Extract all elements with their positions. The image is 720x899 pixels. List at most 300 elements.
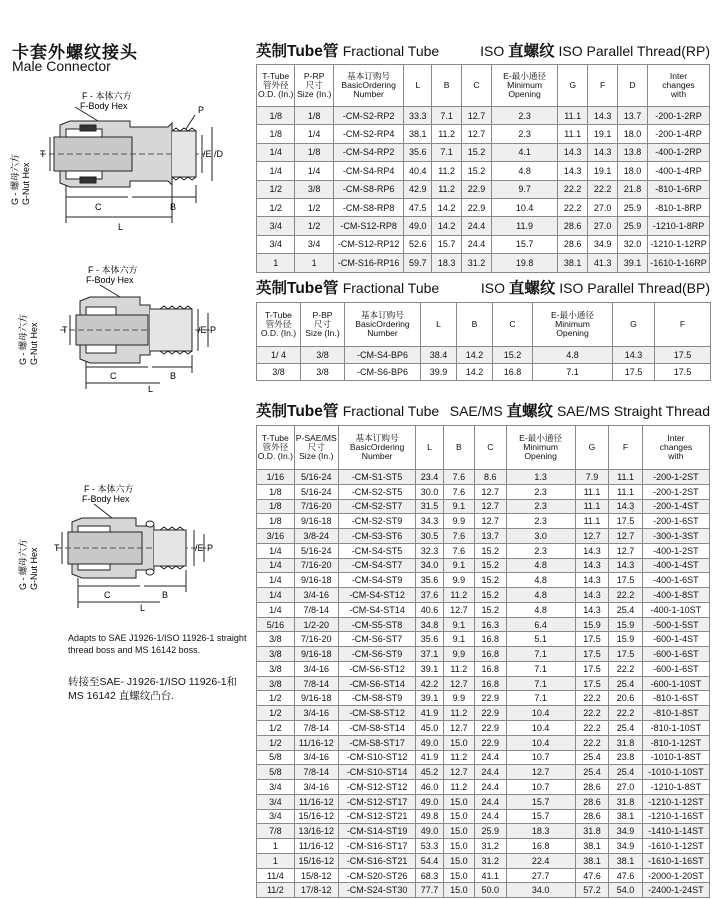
table-cell: -CM-S14-ST19 <box>338 824 416 839</box>
table-cell: 6.4 <box>506 617 575 632</box>
table-cell: 1/8 <box>295 107 333 125</box>
nut-hex-en-1: G-Nut Hex <box>21 162 31 205</box>
label-c-3: C <box>104 590 111 600</box>
table-cell: 1/2 <box>295 217 333 235</box>
column-header-line: G <box>588 442 596 452</box>
table-cell: 4.1 <box>491 143 557 161</box>
section-head-rp-en: Fractional Tube <box>342 43 440 59</box>
column-header <box>462 65 492 107</box>
table-cell: -200-1-6ST <box>642 514 709 529</box>
column-header-line: E-最小通径 <box>551 310 594 320</box>
table-cell: 34.9 <box>588 235 618 253</box>
column-header <box>338 426 416 470</box>
table-cell: 49.0 <box>416 794 443 809</box>
table-row <box>257 735 710 750</box>
table-cell: 14.3 <box>558 143 588 161</box>
table-cell: 22.4 <box>506 853 575 868</box>
table-cell: 9.9 <box>443 691 474 706</box>
table-cell: 27.0 <box>609 780 643 795</box>
table-cell: 11/16-12 <box>294 839 338 854</box>
table-rp <box>256 64 710 273</box>
table-cell: -810-1-6RP <box>647 180 709 198</box>
table-cell: 15.7 <box>506 809 575 824</box>
column-header <box>294 426 338 470</box>
column-header-line: O.D. (In.) <box>257 451 294 461</box>
column-header-line: 管外径 <box>265 319 292 329</box>
table-cell: 14.3 <box>609 558 643 573</box>
table-row <box>257 484 710 499</box>
table-cell: 34.3 <box>416 514 443 529</box>
table-cell: 1/8 <box>257 499 295 514</box>
nut-hex-en-2: G-Nut Hex <box>29 322 39 365</box>
table-cell: 3/8 <box>295 180 333 198</box>
label-b-1: B <box>170 202 177 212</box>
page-title: 卡套外螺纹接头 <box>12 43 138 62</box>
column-header-line: T-Tube <box>262 71 290 81</box>
table-cell: -CM-S16-ST21 <box>338 853 416 868</box>
table-cell: 7.6 <box>443 484 474 499</box>
table-cell: 14.3 <box>575 588 609 603</box>
table-cell: 1/8 <box>257 125 295 143</box>
table-cell: 16.8 <box>475 661 506 676</box>
body-hex-cn-2: F - 本体六方 <box>88 265 138 275</box>
table-cell: 5.1 <box>506 632 575 647</box>
table-cell: -CM-S8-RP8 <box>333 198 404 216</box>
table-cell: 12.7 <box>462 107 492 125</box>
table-cell: 25.4 <box>609 676 643 691</box>
column-header-line: B <box>455 442 462 452</box>
table-cell: 17.5 <box>575 647 609 662</box>
table-cell: 11/4 <box>257 868 295 883</box>
table-cell: 47.6 <box>575 868 609 883</box>
table-cell: -CM-S4-ST5 <box>338 543 416 558</box>
table-cell: 22.9 <box>462 198 492 216</box>
table-cell: -400-1-2RP <box>647 143 709 161</box>
table-cell: -CM-S8-RP6 <box>333 180 404 198</box>
table-cell: 7.6 <box>443 543 474 558</box>
table-cell: 16.8 <box>493 364 533 381</box>
table-row <box>257 470 710 485</box>
table-cell: 35.6 <box>416 632 443 647</box>
table-row <box>257 217 710 235</box>
section-head-st-cn: 英制Tube管 <box>256 403 339 420</box>
table-row <box>257 602 710 617</box>
column-header-line: E-最小通径 <box>503 71 547 81</box>
table-cell: 38.1 <box>558 254 588 272</box>
table-row <box>257 691 710 706</box>
table-cell: 42.2 <box>416 676 443 691</box>
label-t-3: T <box>54 543 60 553</box>
column-header-line: Number <box>361 451 393 461</box>
table-cell: -1210-1-16ST <box>642 809 709 824</box>
column-header <box>533 303 613 347</box>
table-cell: 22.2 <box>558 180 588 198</box>
table-cell: -CM-S8-ST12 <box>338 706 416 721</box>
table-row <box>257 632 710 647</box>
table-cell: 38.1 <box>575 853 609 868</box>
table-cell: -1610-1-16RP <box>647 254 709 272</box>
table-cell: 15.2 <box>462 162 492 180</box>
table-cell: 31.8 <box>575 824 609 839</box>
column-header-line: B <box>471 319 478 329</box>
diagram-st-drawing <box>0 482 250 612</box>
table-cell: 11.2 <box>432 125 462 143</box>
table-row <box>257 883 710 898</box>
table-cell: 4.8 <box>506 588 575 603</box>
label-b-3: B <box>162 590 169 600</box>
table-cell: -810-1-10ST <box>642 721 709 736</box>
table-row <box>257 198 710 216</box>
body-hex-en-1: F-Body Hex <box>80 101 128 111</box>
table-cell: -CM-S10-ST14 <box>338 765 416 780</box>
table-cell: 3/4-16 <box>294 661 338 676</box>
diagram-st <box>0 482 250 612</box>
table-cell: 10.4 <box>506 706 575 721</box>
table-cell: 11.1 <box>558 107 588 125</box>
table-cell: 11.1 <box>575 484 609 499</box>
table-cell: -400-1-6ST <box>642 573 709 588</box>
table-cell: -600-1-4ST <box>642 632 709 647</box>
table-row <box>257 868 710 883</box>
table-row <box>257 162 710 180</box>
column-header-line: Opening <box>508 89 541 99</box>
table-cell: 9/16-18 <box>294 691 338 706</box>
table-cell: -200-1-4RP <box>647 125 709 143</box>
page-subtitle: Male Connector <box>12 58 111 74</box>
table-cell: 3.0 <box>506 529 575 544</box>
table-cell: 15.2 <box>475 543 506 558</box>
table-cell: 24.4 <box>475 765 506 780</box>
table-cell: 14.2 <box>432 198 462 216</box>
table-cell: 9.9 <box>443 647 474 662</box>
column-header-line: Inter <box>667 433 685 443</box>
table-cell: 5/16-24 <box>294 484 338 499</box>
table-cell: 16.8 <box>506 839 575 854</box>
table-cell: 17.5 <box>655 364 711 381</box>
table-cell: 1/4 <box>257 602 295 617</box>
table-cell: -CM-S12-ST21 <box>338 809 416 824</box>
table-cell: 27.0 <box>588 198 618 216</box>
table-cell: 49.0 <box>404 217 432 235</box>
table-cell: -400-1-2ST <box>642 543 709 558</box>
table-cell: 4.8 <box>506 602 575 617</box>
column-header <box>404 65 432 107</box>
table-cell: 54.0 <box>609 883 643 898</box>
column-header-line: Number <box>367 328 398 338</box>
table-cell: -CM-S12-RP8 <box>333 217 404 235</box>
table-cell: -CM-S2-ST7 <box>338 499 416 514</box>
table-cell: 24.4 <box>475 750 506 765</box>
table-cell: 15.7 <box>491 235 557 253</box>
table-cell: 31.8 <box>609 794 643 809</box>
table-cell: 22.9 <box>475 691 506 706</box>
table-cell: -CM-S8-ST14 <box>338 721 416 736</box>
column-header-line: changes <box>662 80 695 90</box>
table-cell: 23.4 <box>416 470 443 485</box>
table-cell: 39.1 <box>416 691 443 706</box>
table-cell: 9.7 <box>491 180 557 198</box>
table-row <box>257 180 710 198</box>
table-cell: 21.8 <box>618 180 648 198</box>
column-header-line: BasicOrdering <box>349 442 405 452</box>
column-header-line: 尺寸 <box>305 80 323 90</box>
table-cell: -CM-S6-ST9 <box>338 647 416 662</box>
table-cell: -CM-S16-ST17 <box>338 839 416 854</box>
table-cell: 7/8-14 <box>294 602 338 617</box>
table-cell: 7/16-20 <box>294 632 338 647</box>
label-e-1: /E <box>203 149 212 159</box>
table-cell: 24.4 <box>475 780 506 795</box>
table-cell: 32.0 <box>618 235 648 253</box>
column-header-line: L <box>427 442 432 452</box>
table-cell: 16.8 <box>475 676 506 691</box>
table-cell: 1/2 <box>257 706 295 721</box>
table-cell: 34.9 <box>609 824 643 839</box>
table-cell: 1/8 <box>257 484 295 499</box>
table-cell: 11.2 <box>443 750 474 765</box>
table-cell: 28.6 <box>558 235 588 253</box>
table-cell: -1010-1-8ST <box>642 750 709 765</box>
table-cell: 15/16-12 <box>294 853 338 868</box>
table-cell: 11.1 <box>575 514 609 529</box>
table-cell: -CM-S24-ST30 <box>338 883 416 898</box>
table-cell: 14.3 <box>575 573 609 588</box>
column-header <box>613 303 655 347</box>
table-cell: 15.2 <box>462 143 492 161</box>
table-cell: 52.6 <box>404 235 432 253</box>
table-cell: 19.8 <box>491 254 557 272</box>
table-cell: 41.1 <box>475 868 506 883</box>
table-cell: 35.6 <box>404 143 432 161</box>
table-cell: -CM-S8-ST17 <box>338 735 416 750</box>
table-cell: 17.5 <box>609 647 643 662</box>
label-e-3: /E <box>195 543 204 553</box>
table-cell: 15.9 <box>609 617 643 632</box>
table-cell: 14.3 <box>558 162 588 180</box>
table-cell: -CM-S12-RP12 <box>333 235 404 253</box>
table-cell: 9.1 <box>443 499 474 514</box>
table-cell: 15.0 <box>443 839 474 854</box>
table-cell: 38.1 <box>609 809 643 824</box>
table-cell: 1/2 <box>257 691 295 706</box>
column-header <box>647 65 709 107</box>
table-cell: 1/4 <box>295 162 333 180</box>
nut-hex-en-3: G-Nut Hex <box>29 547 39 590</box>
column-header-line: O.D. (In.) <box>260 328 297 338</box>
table-row <box>257 143 710 161</box>
table-cell: 15.2 <box>475 573 506 588</box>
label-c-2: C <box>110 371 117 381</box>
table-cell: -400-1-10ST <box>642 602 709 617</box>
table-cell: -810-1-6ST <box>642 691 709 706</box>
table-cell: 3/8 <box>257 364 301 381</box>
table-cell: 8.6 <box>475 470 506 485</box>
table-cell: 1/2-20 <box>294 617 338 632</box>
table-cell: 54.4 <box>416 853 443 868</box>
column-header <box>475 426 506 470</box>
table-cell: 3/4 <box>257 809 295 824</box>
table-cell: 15.0 <box>443 824 474 839</box>
column-header <box>575 426 609 470</box>
table-cell: 42.9 <box>404 180 432 198</box>
table-row <box>257 809 710 824</box>
table-cell: 28.6 <box>575 809 609 824</box>
table-cell: -1210-1-12RP <box>647 235 709 253</box>
table-cell: -2400-1-24ST <box>642 883 709 898</box>
table-cell: 14.3 <box>575 543 609 558</box>
table-cell: 4.8 <box>506 573 575 588</box>
table-cell: 3/4-16 <box>294 780 338 795</box>
table-cell: 31.8 <box>609 735 643 750</box>
table-cell: -CM-S20-ST26 <box>338 868 416 883</box>
label-p-3: P <box>207 543 214 553</box>
table-cell: 9/16-18 <box>294 514 338 529</box>
body-hex-cn-1: F - 本体六方 <box>82 91 132 101</box>
body-hex-en-3: F-Body Hex <box>82 494 130 504</box>
table-cell: 47.5 <box>404 198 432 216</box>
table-cell: -300-1-3ST <box>642 529 709 544</box>
section-head-bp-right-cn: 直螺纹 <box>508 280 556 297</box>
column-header-line: B <box>443 80 450 90</box>
table-cell: 9.1 <box>443 558 474 573</box>
table-cell: 1.3 <box>506 470 575 485</box>
table-cell: 22.2 <box>609 661 643 676</box>
table-cell: 9.1 <box>443 632 474 647</box>
column-header <box>257 426 295 470</box>
label-p-2: P <box>210 325 217 335</box>
table-cell: -CM-S2-ST5 <box>338 484 416 499</box>
label-t-2: T <box>62 325 68 335</box>
table-row <box>257 676 710 691</box>
table-cell: -CM-S5-ST8 <box>338 617 416 632</box>
table-cell: -200-1-2RP <box>647 107 709 125</box>
table-cell: 3/4 <box>295 235 333 253</box>
table-cell: 17.5 <box>613 364 655 381</box>
section-head-st <box>256 399 710 421</box>
table-cell: 13/16-12 <box>294 824 338 839</box>
column-header <box>345 303 421 347</box>
column-header-line: 尺寸 <box>307 442 325 452</box>
column-header-line: Size (In.) <box>305 328 340 338</box>
diagram-rp-drawing <box>0 85 250 235</box>
column-header <box>257 65 295 107</box>
table-cell: 7.9 <box>575 470 609 485</box>
table-cell: -2000-1-20ST <box>642 868 709 883</box>
table-cell: 68.3 <box>416 868 443 883</box>
table-cell: 11/16-12 <box>294 794 338 809</box>
table-cell: 11.2 <box>443 780 474 795</box>
table-cell: 38.1 <box>404 125 432 143</box>
column-header <box>558 65 588 107</box>
table-cell: 15.0 <box>443 735 474 750</box>
section-head-rp-right-cn: 直螺纹 <box>508 43 555 60</box>
label-b-2: B <box>170 371 177 381</box>
diagram-bp <box>0 265 250 395</box>
table-cell: 32.3 <box>416 543 443 558</box>
table-cell: 3/16 <box>257 529 295 544</box>
table-cell: 77.7 <box>416 883 443 898</box>
table-cell: 39.1 <box>416 661 443 676</box>
table-cell: 11.1 <box>558 125 588 143</box>
table-cell: 1/2 <box>257 180 295 198</box>
table-cell: -CM-S2-RP4 <box>333 125 404 143</box>
table-cell: -200-1-2ST <box>642 470 709 485</box>
table-cell: 38.4 <box>421 347 457 364</box>
table-cell: -1210-1-12ST <box>642 794 709 809</box>
table-cell: 14.2 <box>457 347 493 364</box>
table-row <box>257 543 710 558</box>
table-cell: 4.8 <box>506 558 575 573</box>
table-cell: 3/8 <box>257 647 295 662</box>
table-cell: -CM-S6-ST7 <box>338 632 416 647</box>
table-row <box>257 706 710 721</box>
label-d-1: /D <box>214 149 223 159</box>
column-header-line: Minimum <box>555 319 590 329</box>
column-header-line: 管外径 <box>262 80 289 90</box>
column-header-line: with <box>670 89 687 99</box>
column-header <box>609 426 643 470</box>
table-cell: -CM-S6-ST14 <box>338 676 416 691</box>
column-header-line: BasicOrdering <box>355 319 410 329</box>
table-cell: 31.2 <box>462 254 492 272</box>
column-header-line: with <box>668 451 684 461</box>
table-cell: 12.7 <box>462 125 492 143</box>
table-cell: 12.7 <box>443 765 474 780</box>
table-cell: 16.8 <box>475 632 506 647</box>
table-cell: 1/2 <box>257 735 295 750</box>
table-row <box>257 750 710 765</box>
table-cell: 12.7 <box>609 529 643 544</box>
table-cell: 33.3 <box>404 107 432 125</box>
table-cell: 15.9 <box>609 632 643 647</box>
table-cell: -CM-S12-ST17 <box>338 794 416 809</box>
column-header <box>618 65 648 107</box>
table-cell: 39.9 <box>421 364 457 381</box>
table-row <box>257 514 710 529</box>
table-row <box>257 107 710 125</box>
table-cell: 5/8 <box>257 765 295 780</box>
table-cell: 41.3 <box>588 254 618 272</box>
column-header-line: Opening <box>556 328 589 338</box>
table-cell: 10.4 <box>506 735 575 750</box>
table-cell: 31.2 <box>475 839 506 854</box>
table-row <box>257 254 710 272</box>
table-cell: 15.0 <box>443 868 474 883</box>
table-cell: 25.9 <box>475 824 506 839</box>
table-cell: 3/4-16 <box>294 706 338 721</box>
table-cell: 34.9 <box>609 839 643 854</box>
table-cell: 12.7 <box>443 721 474 736</box>
table-row <box>257 529 710 544</box>
table-cell: 22.2 <box>609 588 643 603</box>
table-cell: 1 <box>257 853 295 868</box>
table-cell: 7/8-14 <box>294 676 338 691</box>
table-cell: 1/16 <box>257 470 295 485</box>
table-cell: 15.2 <box>475 558 506 573</box>
table-cell: 18.0 <box>618 125 648 143</box>
table-cell: 17.5 <box>575 676 609 691</box>
label-l-2: L <box>148 384 154 394</box>
column-header-line: Minimum <box>507 80 543 90</box>
table-cell: 7.1 <box>506 691 575 706</box>
column-header-line: L <box>436 319 441 329</box>
table-cell: 9/16-18 <box>294 573 338 588</box>
table-row <box>257 794 710 809</box>
table-cell: -CM-S4-ST9 <box>338 573 416 588</box>
table-cell: 37.6 <box>416 588 443 603</box>
table-cell: 3/4-16 <box>294 750 338 765</box>
table-cell: 7/16-20 <box>294 499 338 514</box>
